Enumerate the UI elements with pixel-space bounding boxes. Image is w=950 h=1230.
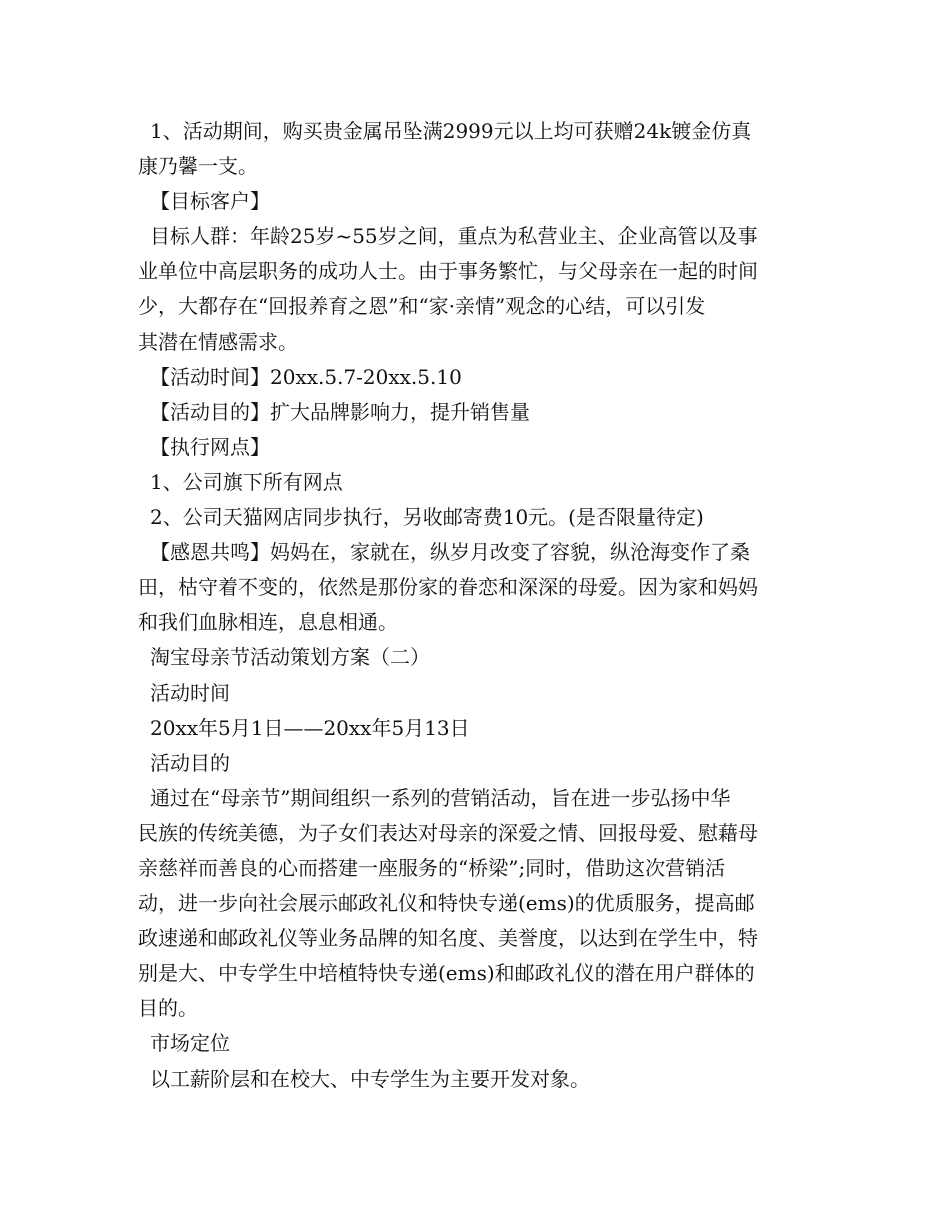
document-line: 【活动时间】20xx.5.7-20xx.5.10	[150, 364, 462, 389]
document-line: 【目标客户】	[150, 189, 270, 214]
document-line: 淘宝母亲节活动策划方案（二）	[150, 645, 430, 670]
document-line: 别是大、中专学生中培植特快专递(ems)和邮政礼仪的潜在用户群体的	[138, 961, 755, 986]
document-page	[138, 114, 814, 1097]
document-line: 通过在“母亲节”期间组织一系列的营销活动，旨在进一步弘扬中华	[150, 785, 731, 810]
document-line: 市场定位	[150, 1031, 230, 1056]
document-line: 活动时间	[150, 680, 230, 705]
document-line: 【感恩共鸣】妈妈在，家就在，纵岁月改变了容貌，纵沧海变作了桑	[150, 540, 750, 565]
document-line: 20xx年5月1日——20xx年5月13日	[150, 715, 470, 740]
document-line: 1、公司旗下所有网点	[150, 469, 343, 494]
document-line: 目的。	[138, 996, 198, 1021]
document-line: 2、公司天猫网店同步执行，另收邮寄费10元。(是否限量待定)	[150, 505, 704, 530]
document-line: 和我们血脉相连，息息相通。	[138, 610, 398, 635]
document-line: 政速递和邮政礼仪等业务品牌的知名度、美誉度，以达到在学生中，特	[138, 926, 758, 951]
document-line: 民族的传统美德，为子女们表达对母亲的深爱之情、回报母爱、慰藉母	[138, 820, 758, 845]
document-line: 目标人群：年龄25岁~55岁之间，重点为私营业主、企业高管以及事	[150, 224, 758, 249]
document-line: 活动目的	[150, 750, 230, 775]
document-line: 少，大都存在“回报养育之恩”和“家·亲情”观念的心结，可以引发	[138, 294, 706, 319]
document-line: 其潜在情感需求。	[138, 329, 298, 354]
document-line: 【执行网点】	[150, 434, 270, 459]
document-line: 以工薪阶层和在校大、中专学生为主要开发对象。	[150, 1066, 590, 1091]
document-line: 【活动目的】扩大品牌影响力，提升销售量	[150, 399, 530, 424]
document-line: 康乃馨一支。	[138, 154, 258, 179]
document-line: 1、活动期间，购买贵金属吊坠满2999元以上均可获赠24k镀金仿真	[150, 119, 752, 143]
document-line: 动，进一步向社会展示邮政礼仪和特快专递(ems)的优质服务，提高邮	[138, 891, 755, 916]
document-line: 田，枯守着不变的，依然是那份家的眷恋和深深的母爱。因为家和妈妈	[138, 575, 758, 600]
document-line: 业单位中高层职务的成功人士。由于事务繁忙，与父母亲在一起的时间	[138, 259, 758, 284]
document-line: 亲慈祥而善良的心而搭建一座服务的“桥梁”;同时，借助这次营销活	[138, 855, 726, 880]
